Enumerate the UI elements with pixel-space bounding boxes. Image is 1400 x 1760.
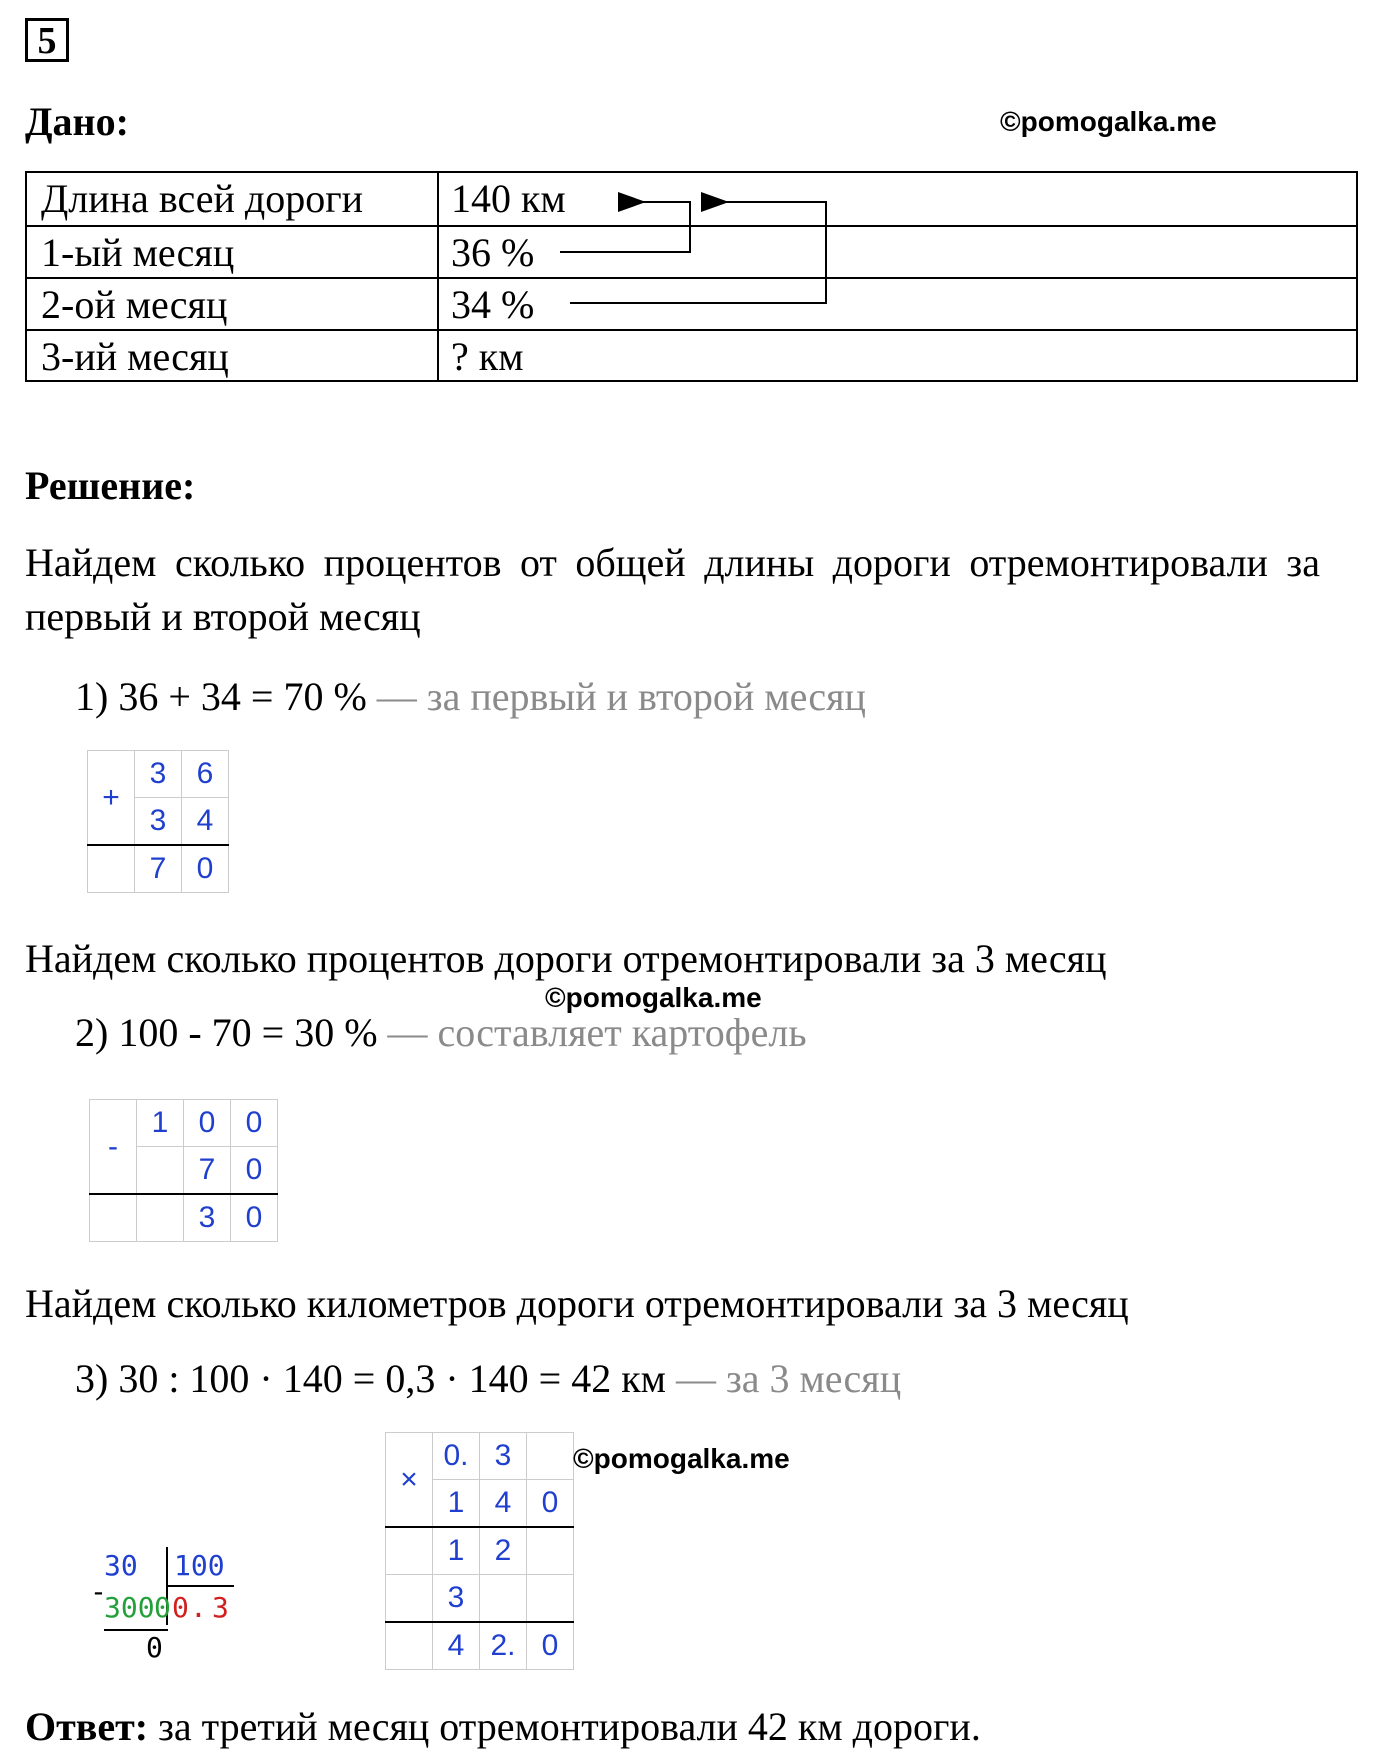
subtrahend: 300 xyxy=(104,1591,155,1624)
subtraction-column xyxy=(89,1099,278,1242)
operator-sign: × xyxy=(386,1433,433,1528)
given-value: 34 % xyxy=(451,282,535,327)
reference-arrows xyxy=(0,0,1400,420)
digit-cell: 0 xyxy=(231,1194,278,1242)
intro-paragraph-1: Найдем сколько процентов от общей длины дороги отремонтировали за первый и второй месяц xyxy=(25,540,1320,639)
digit-cell: 1 xyxy=(433,1480,480,1528)
answer-label: Ответ: xyxy=(25,1704,149,1749)
digit-cell: 7 xyxy=(184,1147,231,1195)
digit-cell: 0 xyxy=(527,1480,574,1528)
given-label: 2-ой месяц xyxy=(41,282,228,327)
digit-cell: 3 xyxy=(135,798,182,846)
digit-cell xyxy=(527,1527,574,1575)
digit-cell: 3 xyxy=(480,1433,527,1480)
answer-text: за третий месяц отремонтировали 42 км дороги. xyxy=(148,1704,981,1749)
remainder: 0 xyxy=(146,1631,163,1664)
task-number: 5 xyxy=(25,18,69,62)
divisor: 100 xyxy=(174,1549,225,1582)
multiplication-column xyxy=(385,1432,574,1670)
watermark-middle: ©pomogalka.me xyxy=(545,982,762,1013)
step-1-expression: 1) 36 + 34 = 70 % xyxy=(75,674,367,719)
digit-cell xyxy=(527,1575,574,1623)
step-3 xyxy=(75,1352,901,1406)
digit-cell xyxy=(386,1575,433,1623)
minus-sign: - xyxy=(90,1575,107,1608)
digit-cell xyxy=(90,1194,137,1242)
operator-sign: - xyxy=(90,1100,137,1195)
digit-cell xyxy=(527,1433,574,1480)
digit-cell xyxy=(88,845,135,893)
given-label: 1-ый месяц xyxy=(41,230,235,275)
digit-cell: 6 xyxy=(182,751,229,798)
digit-cell: 4 xyxy=(480,1480,527,1528)
quotient-int: 0 xyxy=(172,1591,189,1624)
arrow-line xyxy=(560,202,690,252)
step-1 xyxy=(75,670,866,724)
digit-cell: 3 xyxy=(184,1194,231,1242)
solution-heading: Решение: xyxy=(25,463,196,508)
step-3-expression: 3) 30 : 100 · 140 = 0,3 · 140 = 42 км xyxy=(75,1356,666,1401)
digit-cell: 2 xyxy=(480,1527,527,1575)
digit-cell: 0 xyxy=(184,1100,231,1147)
digit-cell: 2. xyxy=(480,1622,527,1670)
addition-column xyxy=(87,750,229,893)
given-heading: Дано: xyxy=(25,99,129,144)
digit-cell: 1 xyxy=(137,1100,184,1147)
digit-cell xyxy=(480,1575,527,1623)
digit-cell: 4 xyxy=(182,798,229,846)
intro-paragraph-2: Найдем сколько процентов дороги отремонтировали за 3 месяц xyxy=(25,936,1107,981)
digit-cell: 0. xyxy=(433,1433,480,1480)
digit-cell xyxy=(137,1194,184,1242)
digit-cell: 0 xyxy=(231,1100,278,1147)
digit-cell: 0 xyxy=(182,845,229,893)
digit-cell xyxy=(137,1147,184,1195)
answer xyxy=(25,1700,981,1754)
digit-cell: 1 xyxy=(433,1527,480,1575)
given-value: 36 % xyxy=(451,230,535,275)
quotient-frac: 3 xyxy=(212,1591,229,1624)
step-1-note: — за первый и второй месяц xyxy=(366,674,866,719)
given-value: ? км xyxy=(451,334,524,379)
long-division xyxy=(90,1545,250,1665)
intro-paragraph-3: Найдем сколько километров дороги отремонтировали за 3 месяц xyxy=(25,1281,1129,1326)
operator-sign: + xyxy=(88,751,135,846)
digit-cell xyxy=(386,1622,433,1670)
step-2 xyxy=(75,1006,807,1060)
digit-cell: 7 xyxy=(135,845,182,893)
divisor-underline xyxy=(168,1585,234,1587)
digit-cell: 0 xyxy=(231,1147,278,1195)
given-label: Длина всей дороги xyxy=(41,176,364,221)
watermark-top: ©pomogalka.me xyxy=(1000,106,1217,137)
given-label: 3-ий месяц xyxy=(41,334,229,379)
digit-cell: 4 xyxy=(433,1622,480,1670)
watermark-bottom: ©pomogalka.me xyxy=(573,1443,790,1474)
digit-cell: 3 xyxy=(433,1575,480,1623)
digit-cell: 3 xyxy=(135,751,182,798)
given-value: 140 км xyxy=(451,176,566,221)
quotient-dot: . xyxy=(190,1591,207,1624)
subtrahend-trail: 0 xyxy=(154,1591,171,1624)
digit-cell xyxy=(386,1527,433,1575)
step-2-note: — составляет картофель xyxy=(377,1010,807,1055)
step-2-expression: 2) 100 - 70 = 30 % xyxy=(75,1010,378,1055)
step-3-note: — за 3 месяц xyxy=(665,1356,902,1401)
digit-cell: 0 xyxy=(527,1622,574,1670)
dividend: 30 xyxy=(104,1549,138,1582)
